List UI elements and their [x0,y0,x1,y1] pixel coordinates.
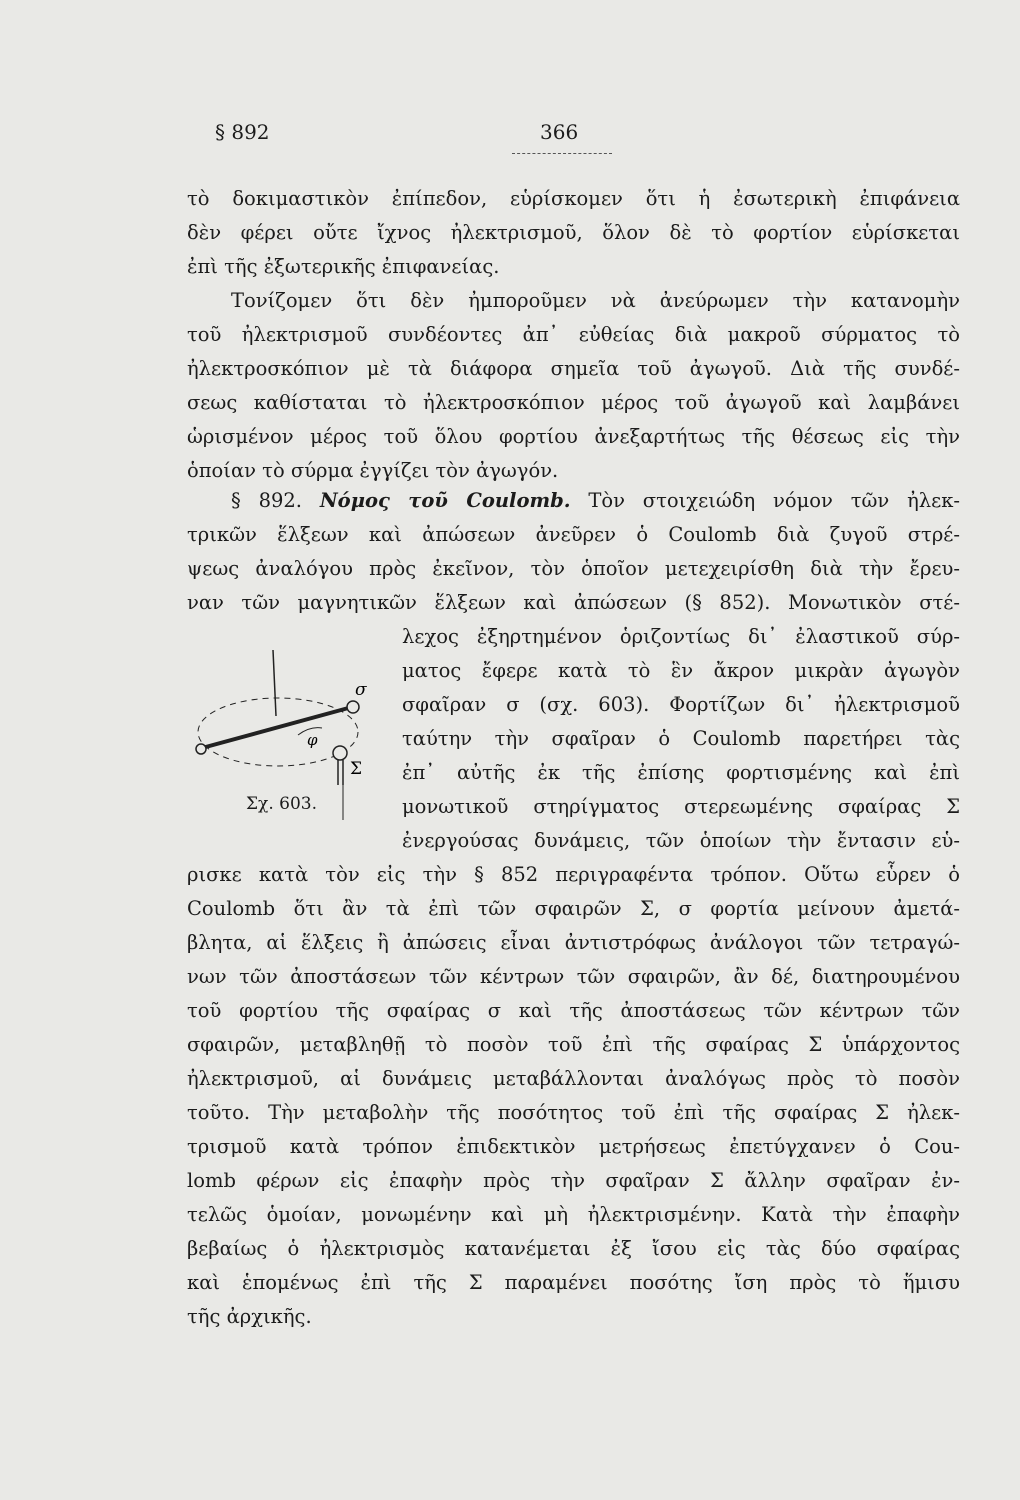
text-line: τοῦ ἠλεκτρισμοῦ συνδέοντες ἀπ᾿ εὐθείας διὰ μακροῦ σύρματος τὸ [187,323,960,346]
text-line: τελῶς ὁμοίαν, μονωμένην καὶ μὴ ἠλεκτρισμένην. Κατὰ τὴν ἐπαφὴν [187,1203,960,1226]
text-line: ἐπὶ τῆς ἐξωτερικῆς ἐπιφανείας. [187,255,500,278]
text-line: λεχος ἐξηρτημένον ὁριζοντίως δι᾿ ἐλαστικοῦ σύρ- [402,625,960,648]
text-line: ρισκε κατὰ τὸν εἰς τὴν § 852 περιγραφέντα τρόπον. Οὕτω εὗρεν ὁ [187,863,960,886]
text-line: ναν τῶν μαγνητικῶν ἕλξεων καὶ ἀπώσεων (§ 852). Μονωτικὸν στέ- [187,591,960,614]
text-line: lomb φέρων εἰς ἐπαφὴν πρὸς τὴν σφαῖραν Σ ἄλλην σφαῖραν ἐν- [187,1169,960,1192]
text-line: σεως καθίσταται τὸ ἠλεκτροσκόπιον μέρος τοῦ ἀγωγοῦ καὶ λαμβάνει [187,391,960,414]
page-number: 366 [540,120,579,144]
text-line: τρικῶν ἕλξεων καὶ ἀπώσεων ἀνεῦρεν ὁ Coulomb διὰ ζυγοῦ στρέ- [187,523,960,546]
figure-caption: Σχ. 603. [246,794,317,814]
text-line: τοῦ φορτίου τῆς σφαίρας σ καὶ τῆς ἀποστάσεως τῶν κέντρων τῶν [187,999,960,1022]
text-line: ἐπ᾿ αὐτῆς ἐκ τῆς ἐπίσης φορτισμένης καὶ ἐπὶ [402,761,960,784]
text-line: βλητα, αἱ ἕλξεις ἢ ἀπώσεις εἶναι ἀντιστρόφως ἀνάλογοι τῶν τετραγώ- [187,931,960,954]
text-line: ἠλεκτρισμοῦ, αἱ δυνάμεις μεταβάλλονται ἀναλόγως πρὸς τὸ ποσὸν [187,1067,960,1090]
figure-label-small-sphere: σ [355,680,367,700]
text-line: ὁποίαν τὸ σύρμα ἐγγίζει τὸν ἀγωγόν. [187,459,559,482]
text-line: νων τῶν ἀποστάσεων τῶν κέντρων τῶν σφαιρῶν, ἂν δέ, διατηρουμένου [187,965,960,988]
text-line: τοῦτο. Τὴν μεταβολὴν τῆς ποσότητος τοῦ ἐπὶ τῆς σφαίρας Σ ἠλεκ- [187,1101,960,1124]
header-rule [512,153,612,154]
text-line: ἐνεργούσας δυνάμεις, τῶν ὁποίων τὴν ἔντασιν εὑ- [402,829,960,852]
section-heading-number: § 892. [231,489,303,512]
text-line: καὶ ἑπομένως ἐπὶ τῆς Σ παραμένει ποσότης ἴση πρὸς τὸ ἥμισυ [187,1271,960,1294]
section-number: § 892 [215,120,270,144]
text-line: ματος ἔφερε κατὰ τὸ ἓν ἄκρον μικρὰν ἀγωγὸν [402,659,960,682]
text-line: μονωτικοῦ στηρίγματος στερεωμένης σφαίρας Σ [402,795,960,818]
text-line: ἠλεκτροσκόπιον μὲ τὰ διάφορα σημεῖα τοῦ ἀγωγοῦ. Διὰ τῆς συνδέ- [187,357,960,380]
text-line: τὸ δοκιμαστικὸν ἐπίπεδον, εὑρίσκομεν ὅτι ἡ ἐσωτερικὴ ἐπιφάνεια [187,187,960,210]
text-line: ταύτην τὴν σφαῖραν ὁ Coulomb παρετήρει τὰς [402,727,960,750]
section-heading-title: Νόμος τοῦ Coulomb. [319,489,571,512]
text-line: σφαῖραν σ (σχ. 603). Φορτίζων δι᾿ ἠλεκτρισμοῦ [402,693,960,716]
text-line: βεβαίως ὁ ἠλεκτρισμὸς κατανέμεται ἐξ ἴσου εἰς τὰς δύο σφαίρας [187,1237,960,1260]
section-heading-text: Τὸν στοιχειώδη νόμον τῶν ἠλεκ- [588,489,960,512]
text-line: Τονίζομεν ὅτι δὲν ἠμποροῦμεν νὰ ἀνεύρωμεν τὴν κατανομὴν [231,289,960,312]
section-heading-line [187,484,960,518]
text-line: τρισμοῦ κατὰ τρόπον ἐπιδεκτικὸν μετρήσεως ἐπετύγχανεν ὁ Cou- [187,1135,960,1158]
figure-label-angle: φ [307,731,318,749]
text-line: ψεως ἀναλόγου πρὸς ἐκεῖνον, τὸν ὁποῖον μετεχειρίσθη διὰ τὴν ἔρευ- [187,557,960,580]
text-line: δὲν φέρει οὔτε ἴχνος ἠλεκτρισμοῦ, ὅλον δὲ τὸ φορτίον εὑρίσκεται [187,221,960,244]
figure-label-large-sphere: Σ [350,759,363,779]
text-line: τῆς ἀρχικῆς. [187,1305,312,1328]
text-line: σφαιρῶν, μεταβληθῇ τὸ ποσὸν τοῦ ἐπὶ τῆς σφαίρας Σ ὑπάρχοντος [187,1033,960,1056]
text-line: Coulomb ὅτι ἂν τὰ ἐπὶ τῶν σφαιρῶν Σ, σ φορτία μείνουν ἀμετά- [187,897,960,920]
text-line: ὡρισμένον μέρος τοῦ ὅλου φορτίου ἀνεξαρτήτως τῆς θέσεως εἰς τὴν [187,425,960,448]
